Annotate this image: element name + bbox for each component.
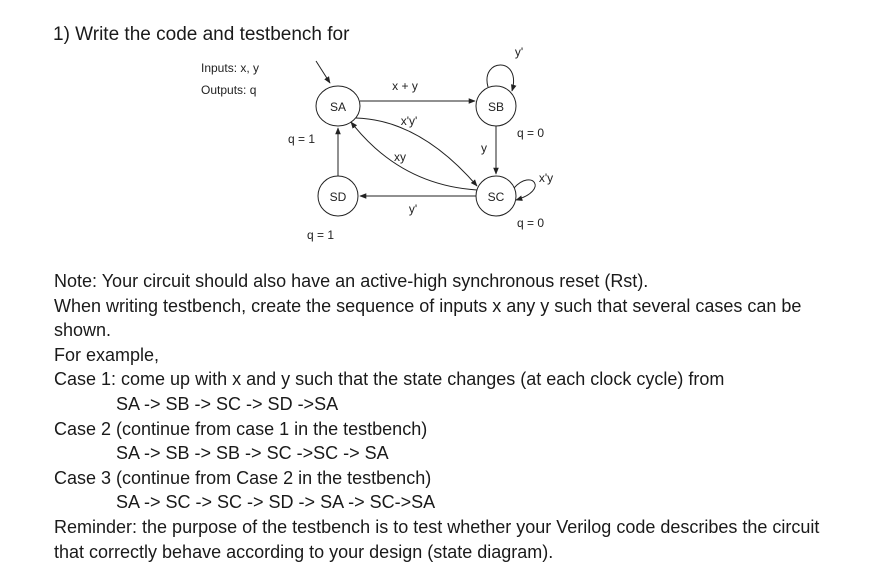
transition-sc-self-label: x'y xyxy=(538,171,554,185)
case-2-sequence: SA -> SB -> SB -> SC ->SC -> SA xyxy=(116,443,389,464)
state-sb-label: SB xyxy=(487,100,505,114)
outputs-label: Outputs: q xyxy=(201,83,257,97)
state-diagram xyxy=(0,0,879,270)
instructions xyxy=(54,269,854,564)
transition-sc-sa xyxy=(351,122,477,190)
inputs-label: Inputs: x, y xyxy=(201,61,260,75)
case-3-sequence: SA -> SC -> SC -> SD -> SA -> SC->SA xyxy=(116,492,436,513)
transition-sc-sd-label: y' xyxy=(408,202,418,216)
output-sc-label: q = 0 xyxy=(517,216,545,230)
state-sd-label: SD xyxy=(329,190,347,204)
note-testbench: When writing testbench, create the sequence of inputs x any y such that several cases can be shown. xyxy=(54,295,802,341)
question-heading: 1) Write the code and testbench for xyxy=(53,24,350,45)
output-sd-label: q = 1 xyxy=(307,228,335,242)
reminder-text: Reminder: the purpose of the testbench is to test whether your Verilog code describes the circuit that correctly behave according to your design (state diagram). xyxy=(54,516,820,562)
note-reset: Note: Your circuit should also have an active-high synchronous reset (Rst). xyxy=(54,271,649,291)
transition-sa-sb-label: x + y xyxy=(392,79,418,93)
note-example: For example, xyxy=(54,344,160,365)
reset-arrow xyxy=(316,61,330,83)
transition-sa-sc xyxy=(356,118,477,186)
transition-sc-sa-label: xy xyxy=(394,150,406,164)
transition-sc-self xyxy=(514,180,535,200)
transition-sb-self-label: y' xyxy=(514,45,524,59)
state-sc-label: SC xyxy=(487,190,505,204)
case-2-description: Case 2 (continue from case 1 in the testbench) xyxy=(54,418,428,439)
output-sb-label: q = 0 xyxy=(517,126,545,140)
case-3-description: Case 3 (continue from Case 2 in the testbench) xyxy=(54,467,432,488)
output-sa-label: q = 1 xyxy=(288,132,316,146)
case-1-description: Case 1: come up with x and y such that the state changes (at each clock cycle) from xyxy=(54,369,725,390)
transition-sb-sc-label: y xyxy=(481,141,487,155)
case-1-sequence: SA -> SB -> SC -> SD ->SA xyxy=(116,393,339,414)
state-sa-label: SA xyxy=(329,100,347,114)
transition-sa-sc-label: x'y' xyxy=(400,114,418,128)
